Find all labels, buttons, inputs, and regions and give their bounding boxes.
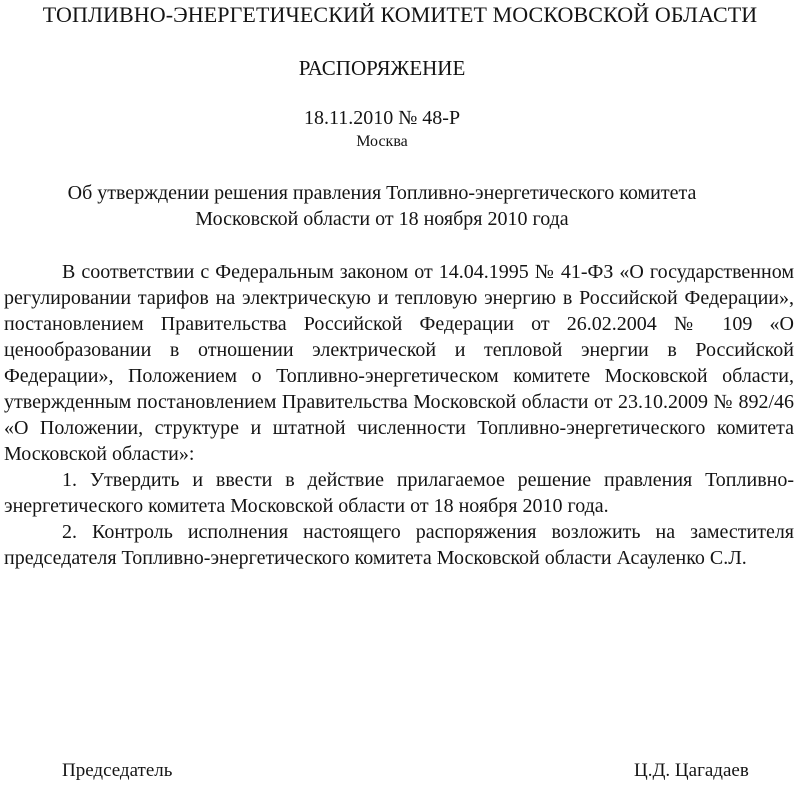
signer-title: Председатель — [62, 760, 173, 781]
signer-name: Ц.Д. Цагадаев — [634, 760, 749, 781]
organization-name: ТОПЛИВНО-ЭНЕРГЕТИЧЕСКИЙ КОМИТЕТ МОСКОВСКОЙ ОБЛАСТИ — [42, 2, 758, 27]
document-subject — [0, 180, 764, 232]
item-paragraph-1: 1. Утвердить и ввести в действие прилагаемое решение правления Топливно-энергетического комитета Московской области от 18 ноября 2010 года. — [4, 469, 794, 517]
subject-line-1: Об утверждении решения правления Топливно-энергетического комитета — [67, 182, 697, 204]
document-type: РАСПОРЯЖЕНИЕ — [298, 56, 466, 80]
subject-line-2: Московской области от 18 ноября 2010 года — [195, 208, 569, 230]
document-city: Москва — [356, 133, 408, 150]
document-date-number: 18.11.2010 № 48-Р — [303, 107, 461, 129]
document-body — [4, 259, 794, 571]
preamble-paragraph: В соответствии с Федеральным законом от 14.04.1995 № 41-ФЗ «О государственном регулировании тарифов на электрическую и тепловую энергию в Российской Федерации», постановлением Правительства Российской Федерации от 26.02.2004 № 109 «О ценообразовании в отношении электрической и тепловой энергии в Российской Федерации», Положением о Топливно-энергетическом комитете Московской области, утвержденным постановлением Правительства Московской области от 23.10.2009 № 892/46 «О Положении, структуре и штатной численности Топливно-энергетического комитета Московской области»: — [4, 261, 794, 465]
item-paragraph-2: 2. Контроль исполнения настоящего распоряжения возложить на заместителя председателя Топливно-энергетического комитета Московской области Асауленко С.Л. — [4, 521, 794, 569]
